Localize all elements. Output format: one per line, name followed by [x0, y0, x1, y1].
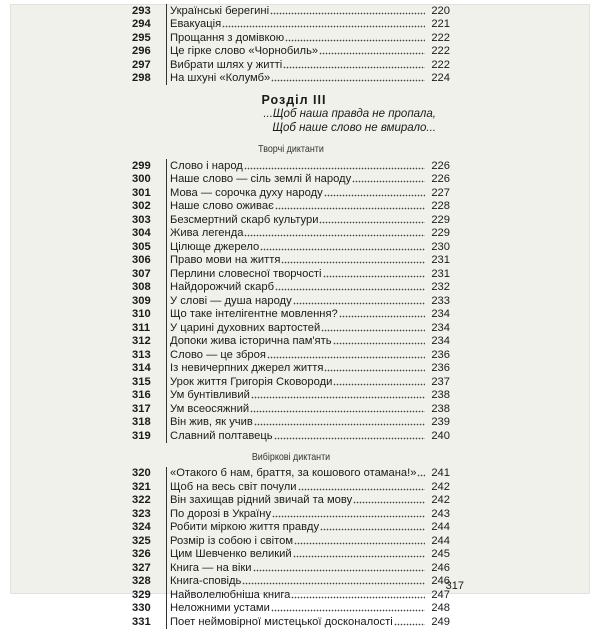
section-heading: Розділ III — [261, 93, 327, 107]
column-rule — [166, 240, 167, 254]
entry-title: Наше слово оживає — [170, 200, 274, 212]
entry-number: 323 — [132, 507, 151, 520]
dot-leader — [324, 369, 425, 372]
toc-entry — [132, 335, 450, 349]
toc-entry — [132, 389, 450, 403]
entry-page: 246 — [431, 575, 450, 587]
entry-number: 317 — [132, 402, 151, 415]
entry-title: Щоб на весь світ почули — [170, 480, 297, 493]
entry-title: У царині духовних вартостей — [170, 321, 321, 334]
entry-title: Найдорожчий скарб — [170, 281, 274, 293]
toc-entry — [132, 186, 450, 200]
entry-page: 224 — [431, 72, 450, 84]
entry-page: 232 — [431, 281, 450, 293]
column-rule — [166, 213, 167, 227]
column-rule — [166, 58, 167, 72]
entry-title: У слові — душа народу — [170, 294, 292, 307]
entry-page: 229 — [431, 213, 450, 226]
column-rule — [166, 159, 167, 173]
toc-entry — [132, 45, 450, 59]
entry-title: Ум бунтівливий — [170, 389, 250, 401]
dot-leader — [394, 623, 425, 626]
toc-entry — [132, 267, 450, 281]
dot-leader — [275, 288, 425, 291]
column-rule — [166, 588, 167, 602]
entry-title: Слово і народ — [170, 159, 243, 172]
entry-title: Він захищав рідний звичай та мову — [170, 494, 353, 506]
entry-title: «Отакого б нам, браття, за кошового отамана!» — [170, 467, 417, 479]
entry-number: 320 — [132, 467, 151, 479]
dot-leader — [339, 315, 425, 318]
column-rule — [166, 4, 167, 18]
column-rule — [166, 507, 167, 521]
entry-page: 239 — [431, 416, 450, 428]
entry-title: Мова — сорочка духу народу — [170, 186, 323, 199]
toc-creative-list — [132, 159, 450, 443]
dot-leader — [291, 596, 425, 599]
entry-page: 230 — [431, 240, 450, 253]
table-of-contents — [132, 4, 450, 629]
entry-title: Поет неймовірної мистецької досконалості — [170, 615, 393, 628]
entry-title: Перлини словесної творчості — [170, 267, 322, 280]
toc-entry — [132, 240, 450, 254]
dot-leader — [320, 528, 425, 531]
entry-title: Славний полтавець — [170, 429, 273, 442]
toc-entry — [132, 602, 450, 616]
column-rule — [166, 348, 167, 362]
entry-title: Українські берегині — [170, 4, 270, 17]
entry-number: 325 — [132, 534, 151, 547]
entry-number: 299 — [132, 159, 151, 172]
entry-page: 226 — [431, 173, 450, 185]
entry-number: 315 — [132, 375, 151, 388]
toc-entry — [132, 173, 450, 187]
column-rule — [166, 602, 167, 616]
column-rule — [166, 375, 167, 389]
column-rule — [166, 362, 167, 376]
entry-title: Це гірке слово «Чорнобиль» — [170, 45, 319, 57]
dot-leader — [222, 25, 425, 28]
entry-number: 310 — [132, 308, 151, 320]
dot-leader — [319, 52, 425, 55]
column-rule — [166, 294, 167, 308]
epigraph-line: ...Щоб наша правда не пропала, — [263, 108, 436, 120]
entry-title: Вибрати шлях у житті — [170, 58, 283, 71]
toc-entry — [132, 200, 450, 214]
dot-leader — [244, 167, 425, 170]
entry-page: 234 — [431, 308, 450, 320]
entry-page: 234 — [431, 335, 450, 347]
entry-page: 242 — [431, 494, 450, 506]
entry-number: 309 — [132, 294, 151, 307]
toc-entry — [132, 31, 450, 45]
column-rule — [166, 467, 167, 481]
dot-leader — [254, 423, 425, 426]
column-rule — [166, 321, 167, 335]
column-rule — [166, 31, 167, 45]
toc-entry — [132, 4, 450, 18]
toc-entry — [132, 521, 450, 535]
entry-number: 331 — [132, 615, 151, 628]
column-rule — [166, 534, 167, 548]
entry-title: Розмір із собою і світом — [170, 534, 294, 547]
entry-number: 329 — [132, 588, 151, 601]
entry-page: 246 — [431, 561, 450, 574]
toc-entry — [132, 494, 450, 508]
entry-title: Що таке інтелігентне мовлення? — [170, 308, 338, 320]
entry-page: 243 — [431, 507, 450, 520]
toc-entry — [132, 467, 450, 481]
entry-number: 305 — [132, 240, 151, 253]
entry-page: 228 — [431, 200, 450, 212]
entry-title: Книга-сповідь — [170, 575, 242, 587]
entry-number: 304 — [132, 227, 151, 239]
epigraph — [132, 107, 450, 135]
entry-number: 300 — [132, 173, 151, 185]
entry-title: Допоки жива історична пам'ять — [170, 335, 332, 347]
entry-number: 302 — [132, 200, 151, 212]
entry-number: 293 — [132, 4, 151, 17]
entry-number: 303 — [132, 213, 151, 226]
entry-page: 221 — [431, 18, 450, 30]
dot-leader — [253, 569, 426, 572]
group-heading-creative: Творчі диктанти — [258, 143, 324, 155]
column-rule — [166, 416, 167, 430]
entry-title: Книга — на віки — [170, 561, 252, 574]
epigraph-line: Щоб наше слово не вмирало... — [272, 122, 436, 134]
toc-entry — [132, 534, 450, 548]
entry-page: 237 — [431, 375, 450, 388]
column-rule — [166, 45, 167, 59]
dot-leader — [294, 542, 425, 545]
entry-title: Евакуація — [170, 18, 222, 30]
dot-leader — [352, 180, 425, 183]
toc-entry — [132, 72, 450, 86]
toc-entry — [132, 507, 450, 521]
entry-page: 241 — [431, 467, 450, 479]
entry-title: Робити міркою життя правду — [170, 521, 320, 533]
column-rule — [166, 281, 167, 295]
entry-page: 236 — [431, 362, 450, 374]
dot-leader — [271, 79, 425, 82]
entry-number: 322 — [132, 494, 151, 506]
column-rule — [166, 72, 167, 86]
entry-number: 298 — [132, 72, 151, 84]
column-rule — [166, 186, 167, 200]
entry-title: Із невичерпних джерел життя — [170, 362, 324, 374]
dot-leader — [267, 356, 425, 359]
group-heading-selective: Вибіркові диктанти — [251, 450, 331, 463]
toc-entry — [132, 588, 450, 602]
dot-leader — [271, 609, 425, 612]
dot-leader — [333, 342, 425, 345]
entry-page: 238 — [431, 389, 450, 401]
entry-title: Він жив, як учив — [170, 416, 253, 428]
column-rule — [166, 227, 167, 241]
entry-number: 308 — [132, 281, 151, 293]
entry-number: 316 — [132, 389, 151, 401]
entry-page: 227 — [431, 186, 450, 199]
column-rule — [166, 267, 167, 281]
toc-entry — [132, 362, 450, 376]
page-number: 317 — [445, 580, 464, 592]
dot-leader — [353, 501, 425, 504]
entry-number: 307 — [132, 267, 151, 280]
toc-entry — [132, 402, 450, 416]
entry-page: 220 — [431, 4, 450, 17]
entry-number: 312 — [132, 335, 151, 347]
entry-number: 294 — [132, 18, 151, 30]
dot-leader — [250, 410, 425, 413]
toc-entry — [132, 254, 450, 268]
dot-leader — [324, 194, 425, 197]
entry-title: Урок життя Григорія Сковороди — [170, 375, 333, 388]
dot-leader — [281, 261, 425, 264]
toc-entry — [132, 548, 450, 562]
toc-entry — [132, 159, 450, 173]
entry-number: 296 — [132, 45, 151, 57]
toc-entry — [132, 58, 450, 72]
entry-number: 301 — [132, 186, 151, 199]
entry-title: Жива легенда — [170, 227, 244, 239]
toc-entry — [132, 213, 450, 227]
toc-entry — [132, 615, 450, 629]
toc-entry — [132, 18, 450, 32]
entry-page: 248 — [431, 602, 450, 614]
entry-number: 328 — [132, 575, 151, 587]
entry-number: 306 — [132, 254, 151, 266]
entry-number: 297 — [132, 58, 151, 71]
dot-leader — [319, 221, 425, 224]
column-rule — [166, 615, 167, 629]
entry-page: 245 — [431, 548, 450, 560]
toc-entry — [132, 281, 450, 295]
entry-number: 327 — [132, 561, 151, 574]
entry-title: Безсмертний скарб культури — [170, 213, 319, 226]
entry-page: 222 — [431, 45, 450, 57]
entry-number: 326 — [132, 548, 151, 560]
entry-title: Цим Шевченко великий — [170, 548, 292, 560]
toc-entry — [132, 480, 450, 494]
column-rule — [166, 548, 167, 562]
entry-number: 321 — [132, 480, 151, 493]
entry-number: 318 — [132, 416, 151, 428]
column-rule — [166, 200, 167, 214]
column-rule — [166, 254, 167, 268]
toc-entry — [132, 429, 450, 443]
entry-title: На шхуні «Колумб» — [170, 72, 271, 84]
dot-leader — [260, 248, 425, 251]
entry-page: 242 — [431, 480, 450, 493]
entry-page: 229 — [431, 227, 450, 239]
toc-entry — [132, 348, 450, 362]
entry-page: 233 — [431, 294, 450, 307]
entry-number: 314 — [132, 362, 151, 374]
column-rule — [166, 402, 167, 416]
column-rule — [166, 429, 167, 443]
book-page — [10, 4, 590, 628]
entry-title: Слово — це зброя — [170, 348, 266, 361]
entry-number: 324 — [132, 521, 151, 533]
entry-page: 222 — [431, 58, 450, 71]
dot-leader — [244, 234, 425, 237]
column-rule — [166, 335, 167, 349]
column-rule — [166, 561, 167, 575]
dot-leader — [270, 12, 425, 15]
entry-title: По дорозі в Україну — [170, 507, 272, 520]
entry-page: 249 — [431, 615, 450, 628]
dot-leader — [242, 582, 425, 585]
toc-entry — [132, 294, 450, 308]
toc-entry — [132, 575, 450, 589]
dot-leader — [283, 66, 425, 69]
dot-leader — [274, 437, 425, 440]
column-rule — [166, 575, 167, 589]
toc-entry — [132, 375, 450, 389]
entry-title: Найволелюбніша книга — [170, 588, 291, 601]
entry-title: Цілюще джерело — [170, 240, 260, 253]
entry-title: Прощання з домівкою — [170, 31, 285, 44]
column-rule — [166, 173, 167, 187]
dot-leader — [333, 383, 425, 386]
dot-leader — [293, 302, 425, 305]
entry-page: 238 — [431, 402, 450, 415]
dot-leader — [298, 488, 425, 491]
entry-page: 231 — [431, 254, 450, 266]
entry-title: Наше слово — сіль землі й народу — [170, 173, 352, 185]
entry-title: Право мови на життя — [170, 254, 281, 266]
entry-page: 231 — [431, 267, 450, 280]
entry-page: 226 — [431, 159, 450, 172]
dot-leader — [323, 275, 425, 278]
entry-page: 244 — [431, 521, 450, 533]
column-rule — [166, 308, 167, 322]
toc-entry — [132, 227, 450, 241]
dot-leader — [417, 474, 425, 477]
column-rule — [166, 18, 167, 32]
entry-page: 247 — [431, 588, 450, 601]
entry-number: 330 — [132, 602, 151, 614]
dot-leader — [275, 207, 425, 210]
entry-number: 295 — [132, 31, 151, 44]
entry-number: 311 — [132, 321, 151, 334]
entry-page: 244 — [431, 534, 450, 547]
dot-leader — [321, 329, 425, 332]
toc-entry — [132, 321, 450, 335]
entry-title: Неложними устами — [170, 602, 270, 614]
column-rule — [166, 521, 167, 535]
entry-page: 240 — [431, 429, 450, 442]
entry-page: 234 — [431, 321, 450, 334]
dot-leader — [251, 396, 425, 399]
toc-entry — [132, 416, 450, 430]
toc-entry — [132, 308, 450, 322]
dot-leader — [285, 39, 425, 42]
column-rule — [166, 480, 167, 494]
column-rule — [166, 494, 167, 508]
toc-top-list — [132, 4, 450, 85]
entry-number: 313 — [132, 348, 151, 361]
dot-leader — [293, 555, 425, 558]
entry-title: Ум всеосяжний — [170, 402, 250, 415]
toc-entry — [132, 561, 450, 575]
entry-number: 319 — [132, 429, 151, 442]
entry-page: 222 — [431, 31, 450, 44]
entry-page: 236 — [431, 348, 450, 361]
toc-selective-list — [132, 467, 450, 629]
column-rule — [166, 389, 167, 403]
dot-leader — [272, 515, 425, 518]
